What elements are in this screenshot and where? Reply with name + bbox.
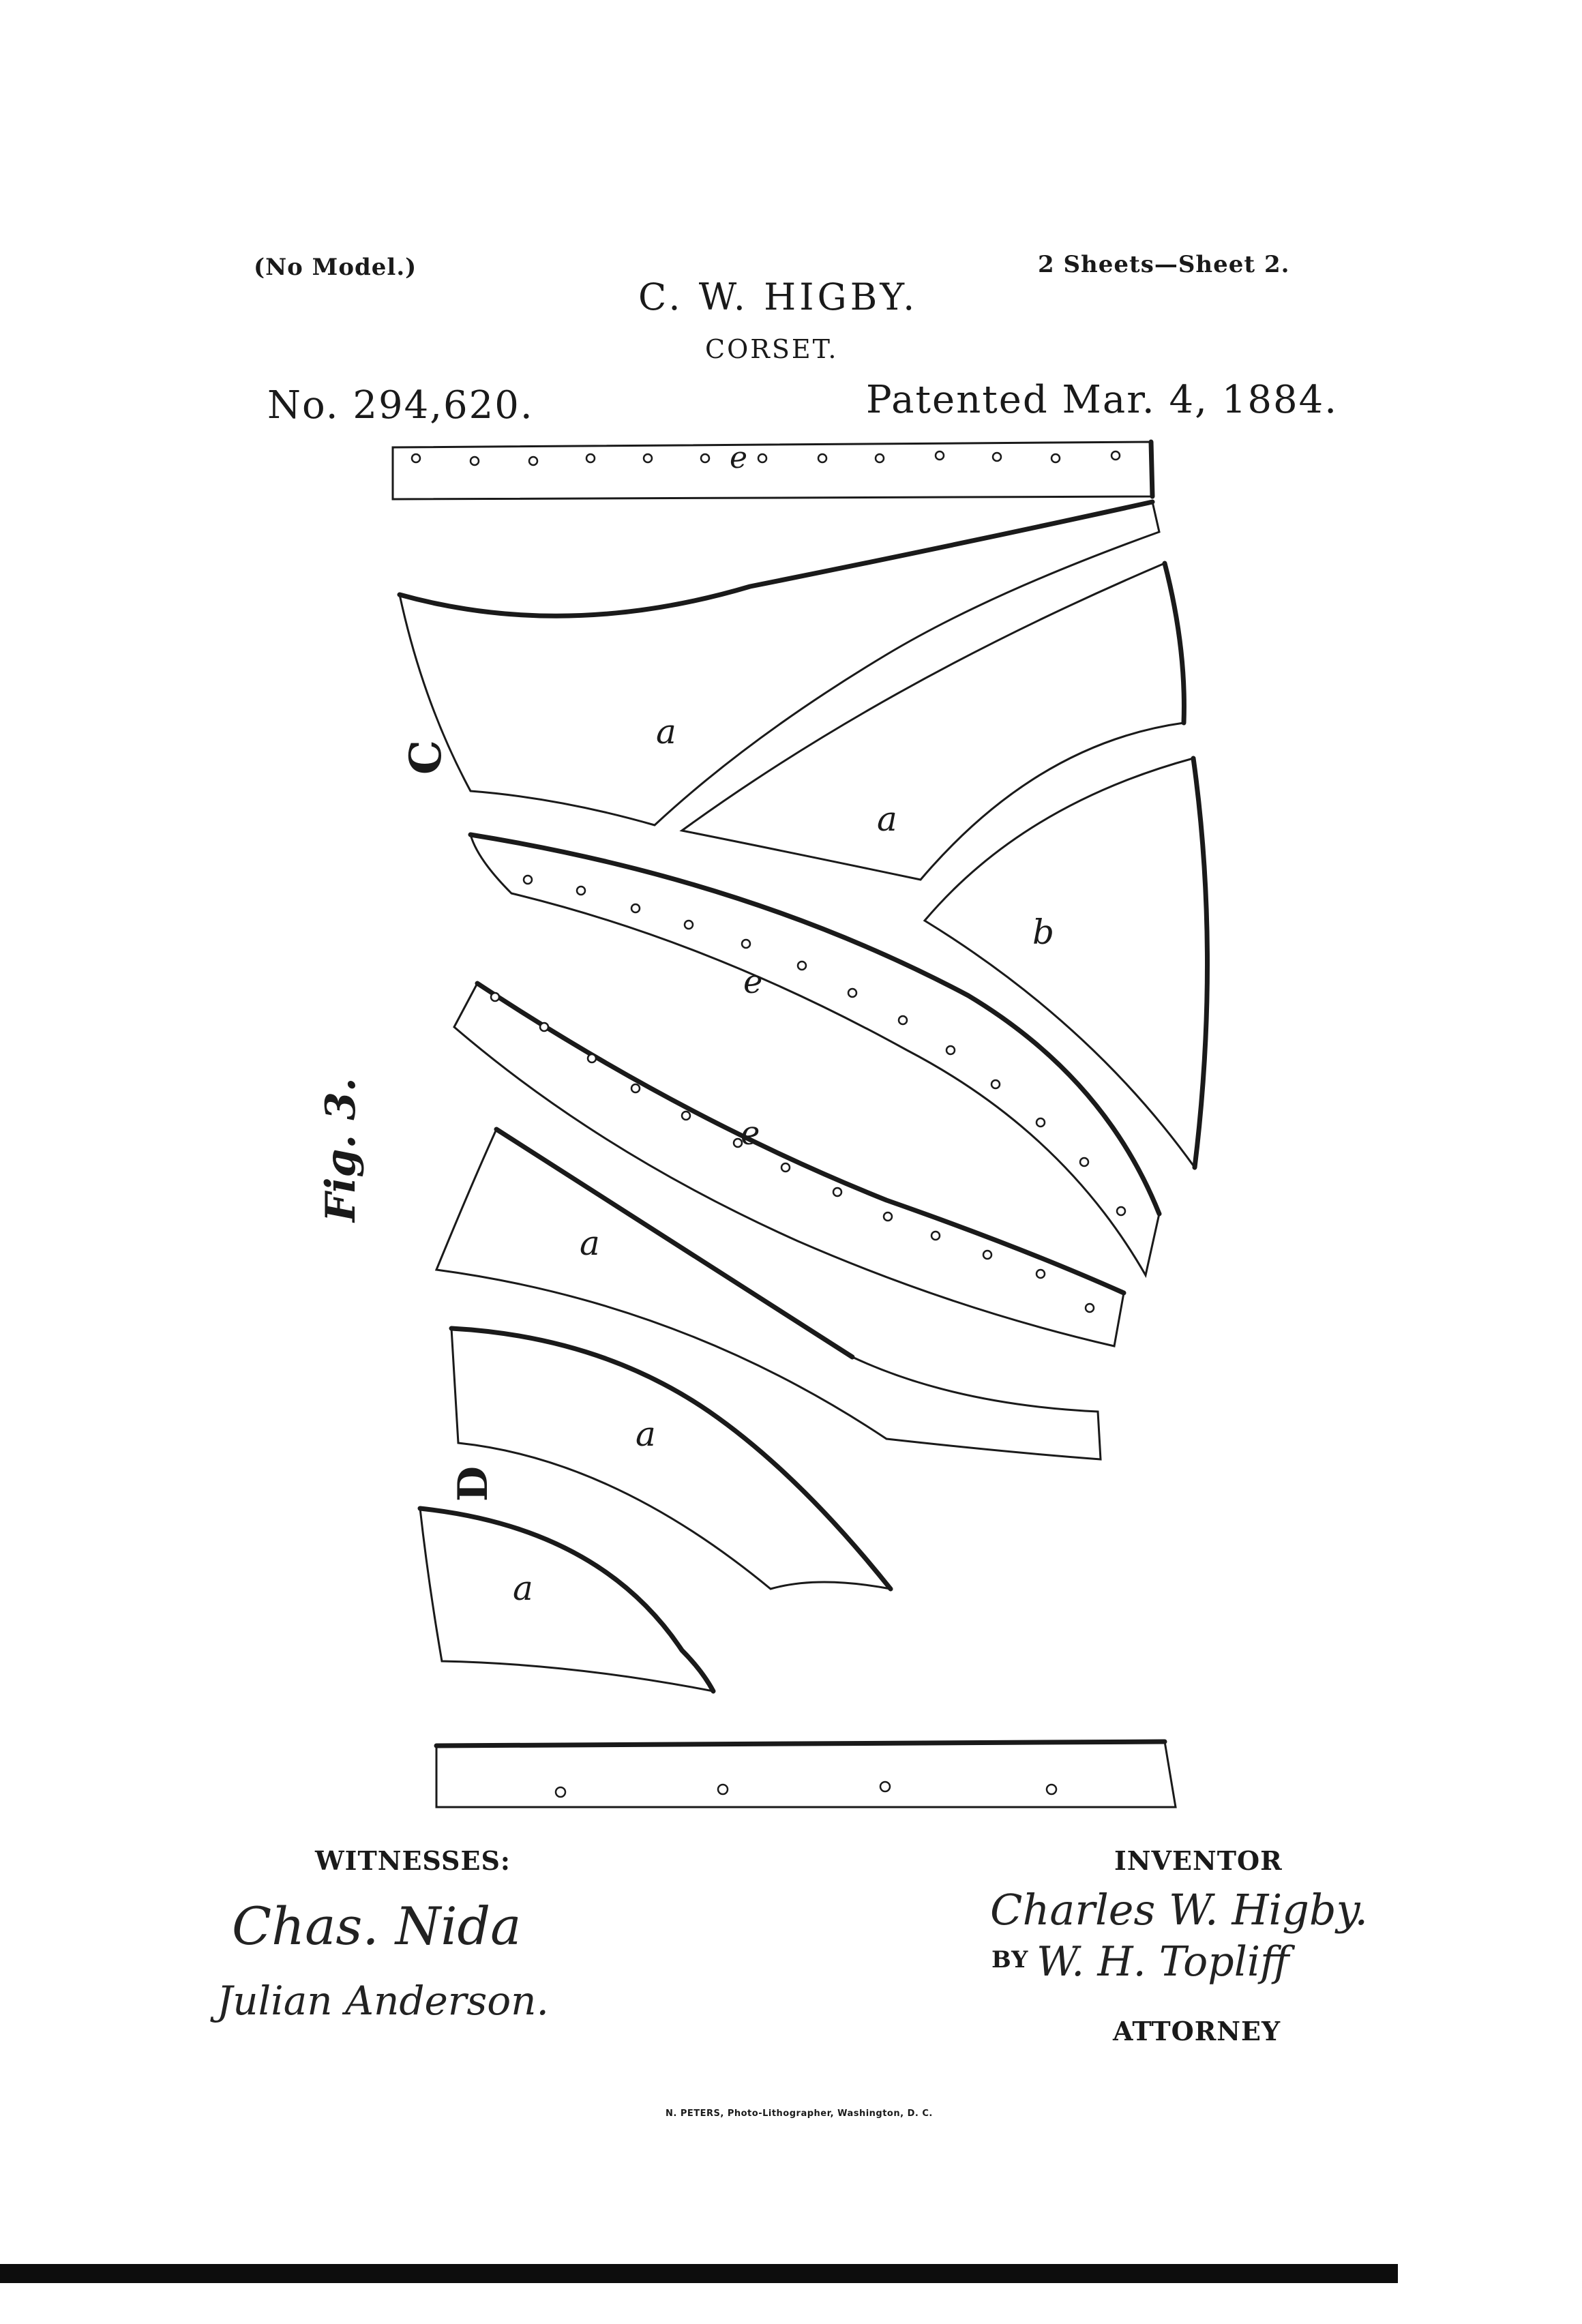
label-e-top: e — [730, 441, 748, 475]
label-e-upper-strip: e — [743, 963, 763, 1001]
label-a-upper: a — [656, 712, 676, 751]
patent-date: Patented Mar. 4, 1884. — [866, 378, 1339, 422]
lithographer-credit: N. PETERS, Photo-Lithographer, Washington, D. C. — [666, 2109, 933, 2119]
bottom-panel-a-D — [420, 1508, 713, 1691]
sheet-number: 2 Sheets—Sheet 2. — [1038, 251, 1290, 278]
witness-signature-1: Chas. Nida — [232, 1896, 522, 1956]
figure-label: Fig. 3. — [317, 1077, 365, 1222]
witnesses-heading: WITNESSES: — [315, 1845, 511, 1876]
inventor-signature: Charles W. Higby. — [990, 1885, 1369, 1935]
by-label: BY — [991, 1946, 1029, 1973]
patent-number: No. 294,620. — [267, 383, 534, 428]
attorney-signature: W. H. Topliff — [1036, 1938, 1289, 1986]
witness-signature-2: Julian Anderson. — [217, 1978, 549, 2024]
label-b-gusset: b — [1032, 912, 1055, 952]
inventor-name-title: C. W. HIGBY. — [638, 275, 919, 318]
no-model-note: (No Model.) — [254, 254, 417, 281]
label-a-lower: a — [636, 1414, 656, 1454]
bottom-busk-strip — [436, 1742, 1176, 1807]
inventor-heading: INVENTOR — [1114, 1845, 1283, 1876]
label-D: D — [449, 1465, 497, 1502]
label-e-lower-strip: e — [741, 1114, 760, 1152]
label-a-gusset: a — [877, 799, 897, 839]
invention-title: CORSET. — [705, 334, 839, 364]
scan-edge-bar — [0, 2264, 1398, 2283]
top-busk-strip — [393, 442, 1152, 499]
label-a-bottom: a — [513, 1568, 533, 1608]
label-a-middle: a — [580, 1223, 600, 1263]
label-C: C — [400, 740, 451, 775]
attorney-label: ATTORNEY — [1113, 2016, 1281, 2046]
